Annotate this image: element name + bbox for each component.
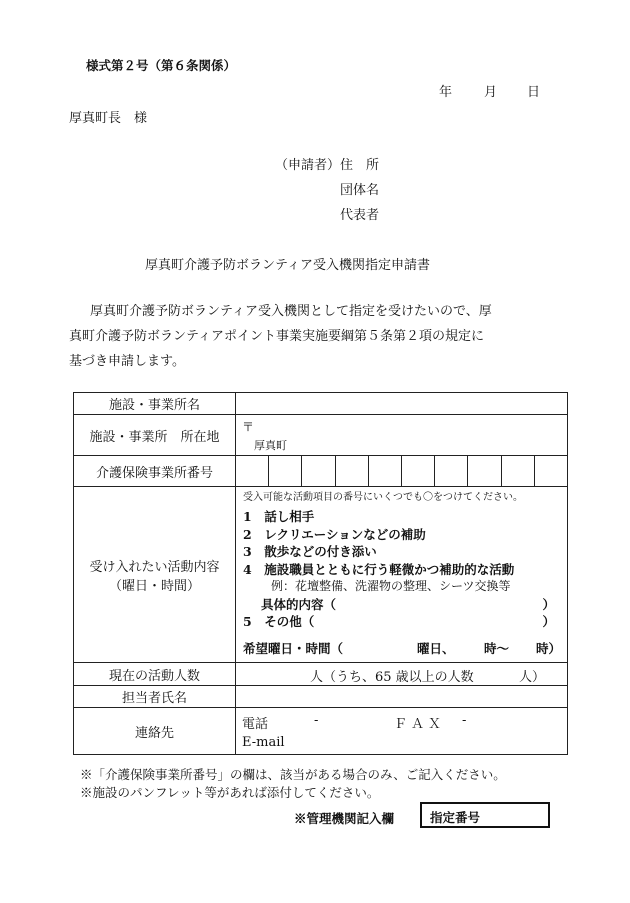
designation-number-label: 指定番号: [430, 810, 481, 825]
current-count-field[interactable]: [236, 663, 568, 686]
tel-label: 電話: [242, 717, 269, 732]
digit-box[interactable]: [468, 456, 501, 486]
item5-close-paren: ）: [542, 614, 555, 629]
body-line-3: 基づき申請します。: [69, 354, 185, 369]
digit-box[interactable]: [535, 456, 567, 486]
applicant-address-label: 住 所: [340, 158, 380, 173]
activity-label: 受け入れたい活動内容: [89, 559, 220, 575]
activity-item-1[interactable]: 1 話し相手: [243, 509, 315, 524]
item4-close-paren: ）: [542, 596, 555, 612]
facility-address-label: 施設・事業所 所在地: [74, 415, 236, 456]
document-title: 厚真町介護予防ボランティア受入機関指定申請書: [145, 258, 430, 273]
current-count-label: 現在の活動人数: [74, 663, 236, 686]
applicant-rep-label: 代表者: [340, 208, 380, 223]
wish-time: 時～: [484, 640, 510, 656]
wish-weekday: 曜日、: [417, 640, 455, 656]
applicant-group-label: 団体名: [340, 183, 380, 198]
designation-number-box[interactable]: [420, 802, 550, 828]
activity-item-4-detail-row[interactable]: [243, 596, 561, 614]
activity-cell: [236, 487, 568, 663]
activity-note: 受入可能な活動項目の番号にいくつでも〇をつけてください。: [243, 492, 523, 503]
body-line-1: 厚真町介護予防ボランティア受入機関として指定を受けたいので、厚: [90, 304, 492, 319]
contact-field[interactable]: [236, 708, 568, 755]
facility-name-field[interactable]: [236, 393, 568, 415]
note-1: ※「介護保険事業所番号」の欄は、該当がある場合のみ、ご記入ください。: [80, 767, 506, 782]
digit-box[interactable]: [502, 456, 535, 486]
digit-box[interactable]: [302, 456, 335, 486]
digit-box[interactable]: [336, 456, 369, 486]
current-count-text: 人（うち、65 歳以上の人数: [310, 670, 474, 685]
postal-mark: 〒: [242, 420, 255, 434]
digit-box[interactable]: [402, 456, 435, 486]
activity-item-3[interactable]: 3 散歩などの付き添い: [243, 544, 377, 559]
activity-item-4-detail: 具体的内容（: [261, 596, 337, 612]
activity-item-2[interactable]: 2 レクリエーションなどの補助: [243, 526, 426, 542]
note-2: ※施設のパンフレット等があれば添付してください。: [80, 785, 380, 800]
care-number-grid: [236, 456, 567, 486]
activity-item-5: 5 その他（: [243, 614, 315, 629]
applicant-prefix: （申請者）: [275, 158, 341, 173]
care-number-field[interactable]: [236, 456, 568, 487]
facility-address-field[interactable]: [236, 415, 568, 456]
current-count-end: 人）: [518, 670, 545, 685]
digit-box[interactable]: [236, 456, 269, 486]
activity-item-4[interactable]: 4 施設職員とともに行う軽微かつ補助的な活動: [243, 561, 515, 577]
tel-dash: -: [314, 713, 319, 728]
email-label: E-mail: [242, 735, 285, 750]
town-name: 厚真町: [254, 439, 287, 452]
activity-label-cell: [74, 487, 236, 663]
digit-box[interactable]: [435, 456, 468, 486]
person-name-label: 担当者氏名: [74, 686, 236, 708]
fax-dash: -: [462, 713, 467, 728]
digit-box[interactable]: [269, 456, 302, 486]
form-number: 様式第２号（第６条関係）: [86, 58, 237, 73]
activity-item-4-example: 例：花壇整備、洗濯物の整理、シーツ交換等: [271, 579, 511, 593]
activity-label-sub: （曜日・時間）: [108, 578, 200, 594]
wish-label: 希望曜日・時間（: [243, 640, 344, 656]
care-number-label: 介護保険事業所番号: [74, 456, 236, 487]
wish-end: 時）: [535, 640, 561, 656]
date-day: 日: [527, 85, 541, 100]
contact-label: 連絡先: [74, 708, 236, 755]
body-line-2: 真町介護予防ボランティアポイント事業実施要綱第５条第２項の規定に: [69, 329, 484, 344]
application-table: [73, 392, 568, 755]
facility-name-label: 施設・事業所名: [74, 393, 236, 415]
fax-label: ＦＡＸ: [394, 717, 446, 732]
person-name-field[interactable]: [236, 686, 568, 708]
admin-label: ※管理機関記入欄: [294, 811, 395, 826]
date-month: 月: [484, 85, 498, 100]
digit-box[interactable]: [369, 456, 402, 486]
date-year: 年: [439, 85, 453, 100]
activity-item-5-row[interactable]: [243, 613, 561, 631]
wish-time-row[interactable]: [243, 640, 561, 658]
addressee: 厚真町長 様: [69, 111, 148, 126]
